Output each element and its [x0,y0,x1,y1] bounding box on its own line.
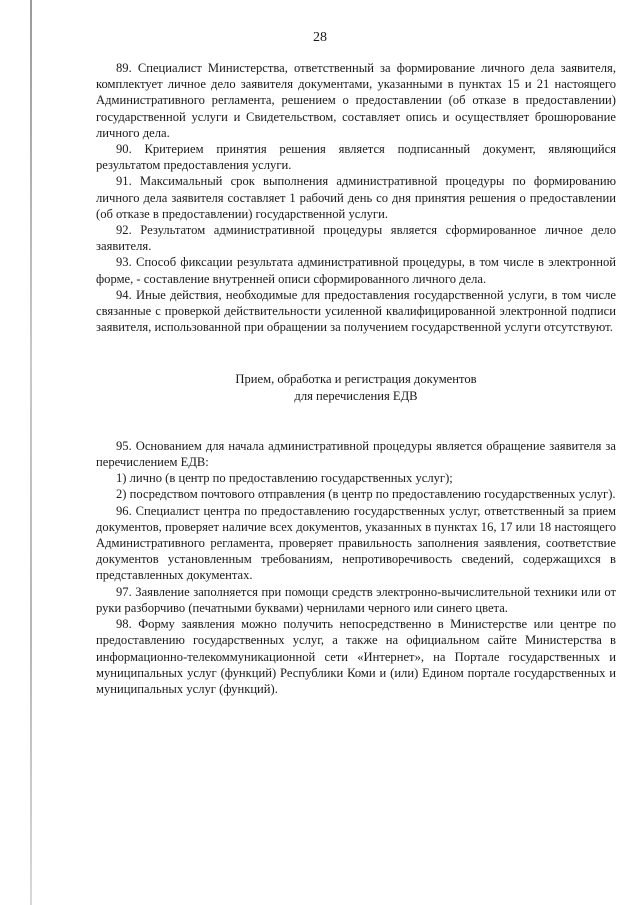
paragraph-90: 90. Критерием принятия решения является подписанный документ, являющийся результатом предоставления услуги. [96,142,616,173]
paragraph-98: 98. Форму заявления можно получить непосредственно в Министерстве или центре по предоставлению государственных услуг, а также на официальном сайте Министерства в информационно-телекоммуникационной сети «Интернет», на Портале государственных и муниципальных услуг (функций) Республики Коми и (или) Едином портале государственных и муниципальных услуг (функций). [96,617,616,696]
paragraph-97: 97. Заявление заполняется при помощи средств электронно-вычислительной техники или от руки разборчиво (печатными буквами) чернилами черного или синего цвета. [96,584,616,615]
list-item-1: 1) лично (в центр по предоставлению государственных услуг); [116,471,453,486]
paragraph-96: 96. Специалист центра по предоставлению государственных услуг, ответственный за прием документов, проверяет наличие всех документов, указанных в пунктах 16, 17 или 18 настоящего Административного регламента, проверяет правильность заполнения заявления, соответствие документов установленным требованиям, непротиворечивость сведений, содержащихся в представленных документах. [96,503,616,583]
paragraph-94: 94. Иные действия, необходимые для предоставления государственной услуги, в том числе связанные с проверкой действительности усиленной квалифицированной электронной подписи заявителя, использованной при обращении за получением государственной услуги отсутствуют. [96,287,616,335]
page-number: 28 [313,30,327,45]
paragraph-91: 91. Максимальный срок выполнения административной процедуры по формированию личного дела заявителя составляет 1 рабочий день со дня принятия решения о предоставлении (об отказе в предоставлении) государственной услуги. [96,174,616,221]
list-item-2: 2) посредством почтового отправления (в центр по предоставлению государственных услуг). [116,487,616,502]
paragraph-92: 92. Результатом административной процедуры является сформированное личное дело заявителя. [96,223,616,254]
document-body [96,60,616,697]
paragraph-89: 89. Специалист Министерства, ответственный за формирование личного дела заявителя, комплектует личное дело заявителя документами, указанными в пунктах 15 и 21 настоящего Административного регламента, решением о предоставлении (об отказе в предоставлении) государственной услуги и Свидетельством, составляет опись и осуществляет брошюрование личного дела. [96,61,616,140]
section-heading-line-2: для перечисления ЕДВ [294,388,418,403]
section-heading-line-1: Прием, обработка и регистрация документов [235,372,477,387]
scan-left-edge [30,0,32,905]
paragraph-95: 95. Основанием для начала административной процедуры является обращение заявителя за перечислением ЕДВ: [96,438,616,470]
paragraph-93: 93. Способ фиксации результата административной процедуры, в том числе в электронной форме, - составление внутренней описи сформированного личного дела. [96,255,616,286]
section-heading [96,371,616,403]
